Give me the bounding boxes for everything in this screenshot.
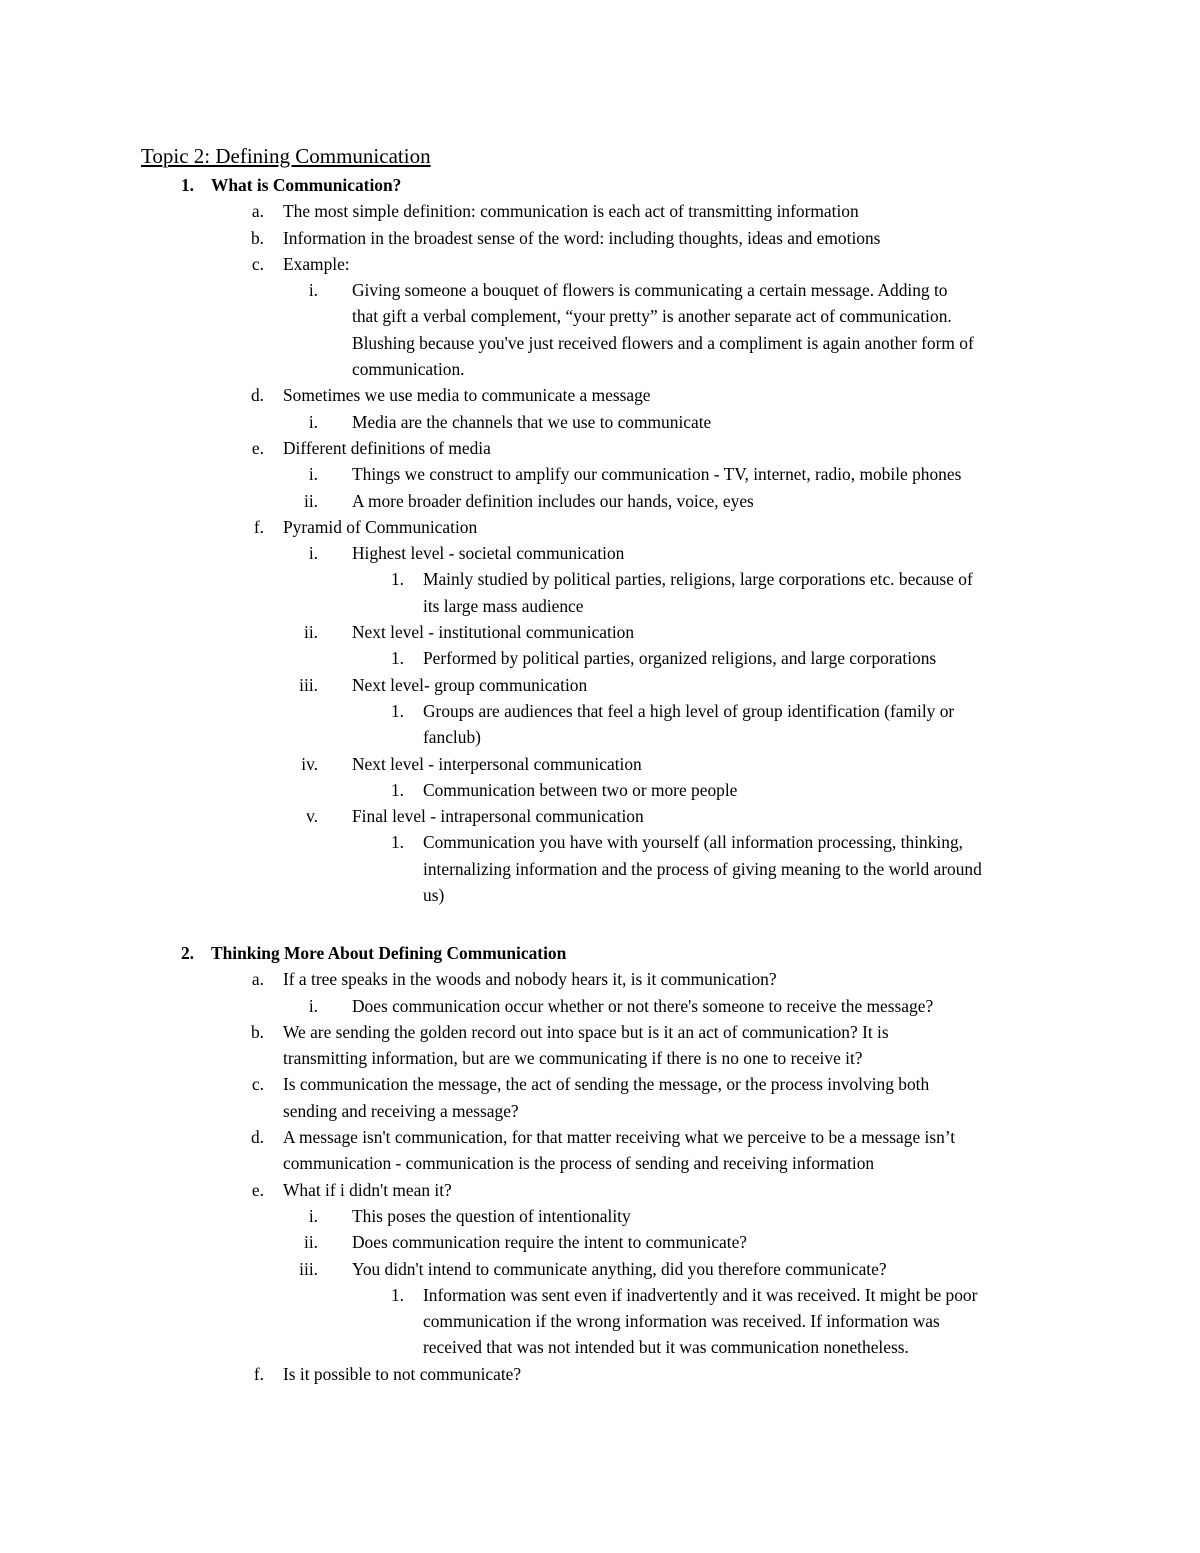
list-item-continuation [0, 356, 1200, 382]
heading-text: Thinking More About Defining Communication [211, 943, 567, 963]
list-item-continuation [0, 1150, 1200, 1176]
list-item [0, 514, 1200, 540]
list-item-continuation [0, 303, 1200, 329]
list-item [0, 698, 1200, 724]
heading-text: What is Communication? [211, 175, 402, 195]
list-item-text: Media are the channels that we use to communicate [352, 411, 712, 432]
list-item-text: Information in the broadest sense of the word: including thoughts, ideas and emotions [283, 227, 881, 248]
list-marker: iii. [299, 1258, 318, 1279]
list-item-text: Sometimes we use media to communicate a message [283, 385, 651, 406]
list-item [0, 1282, 1200, 1308]
list-item [0, 751, 1200, 777]
list-item-text: received that was not intended but it was communication nonetheless. [423, 1337, 909, 1358]
list-item [0, 1361, 1200, 1387]
list-item [0, 1019, 1200, 1045]
section-heading [0, 172, 1200, 198]
list-marker: ii. [303, 622, 318, 643]
list-item [0, 777, 1200, 803]
list-item-text: Does communication occur whether or not there's someone to receive the message? [352, 995, 934, 1016]
list-item [0, 829, 1200, 855]
list-item-continuation [0, 1045, 1200, 1071]
list-item-continuation [0, 1334, 1200, 1360]
list-item-text: Different definitions of media [283, 437, 491, 458]
list-item-text: Giving someone a bouquet of flowers is communicating a certain message. Adding to [352, 280, 948, 301]
list-item [0, 409, 1200, 435]
list-item-text: transmitting information, but are we communicating if there is no one to receive it? [283, 1048, 863, 1069]
list-marker: a. [251, 201, 264, 222]
list-marker: 1. [390, 569, 404, 590]
list-item [0, 251, 1200, 277]
list-item-continuation [0, 593, 1200, 619]
list-item-text: Final level - intrapersonal communication [352, 806, 644, 827]
list-item-text: Is communication the message, the act of sending the message, or the process involving both [283, 1074, 930, 1095]
list-item-text: internalizing information and the process of giving meaning to the world around [423, 858, 982, 879]
list-item [0, 198, 1200, 224]
list-marker: 1. [390, 700, 404, 721]
list-item-text: fanclub) [423, 727, 481, 748]
list-item-text: Things we construct to amplify our communication - TV, internet, radio, mobile phones [352, 464, 962, 485]
list-item-text: What if i didn't mean it? [283, 1179, 452, 1200]
list-item [0, 1124, 1200, 1150]
list-item [0, 1177, 1200, 1203]
list-marker: 1. [390, 832, 404, 853]
list-marker: e. [251, 1179, 264, 1200]
list-item-text: The most simple definition: communication is each act of transmitting information [283, 201, 859, 222]
list-marker: ii. [303, 1232, 318, 1253]
list-marker: f. [253, 1363, 264, 1384]
list-item [0, 1256, 1200, 1282]
list-item-text: its large mass audience [423, 595, 584, 616]
list-item-text: sending and receiving a message? [283, 1100, 519, 1121]
list-item-text: Example: [283, 253, 350, 274]
list-item-text: This poses the question of intentionality [352, 1205, 631, 1226]
list-item-text: Communication between two or more people [423, 779, 738, 800]
list-marker: a. [251, 969, 264, 990]
list-item-text: We are sending the golden record out into space but is it an act of communication? It is [283, 1021, 889, 1042]
list-item-text: Groups are audiences that feel a high level of group identification (family or [423, 700, 955, 721]
list-item-text: communication - communication is the process of sending and receiving information [283, 1153, 875, 1174]
list-marker: ii. [303, 490, 318, 511]
list-item [0, 966, 1200, 992]
list-marker: f. [253, 516, 264, 537]
list-item [0, 619, 1200, 645]
list-item [0, 645, 1200, 671]
list-marker: 1. [390, 648, 404, 669]
list-item-text: communication. [352, 359, 465, 380]
list-marker: c. [251, 253, 264, 274]
list-marker: 2. [180, 943, 194, 963]
list-marker: v. [306, 806, 318, 827]
list-item [0, 435, 1200, 461]
list-item-text: Next level - interpersonal communication [352, 753, 642, 774]
list-item-text: Communication you have with yourself (all information processing, thinking, [423, 832, 963, 853]
section-what-is-communication [0, 172, 1200, 908]
list-item-continuation [0, 330, 1200, 356]
list-item [0, 993, 1200, 1019]
list-item [0, 277, 1200, 303]
list-item-text: Is it possible to not communicate? [283, 1363, 522, 1384]
list-item-text: Performed by political parties, organized religions, and large corporations [423, 648, 937, 669]
list-item-text: Next level - institutional communication [352, 622, 635, 643]
list-item-text: us) [423, 885, 445, 906]
list-marker: 1. [180, 175, 194, 195]
list-item [0, 382, 1200, 408]
list-item-text: communication if the wrong information was received. If information was [423, 1311, 940, 1332]
list-item [0, 1229, 1200, 1255]
list-item [0, 803, 1200, 829]
list-marker: i. [308, 1205, 318, 1226]
list-item-text: If a tree speaks in the woods and nobody hears it, is it communication? [283, 969, 777, 990]
list-item-text: You didn't intend to communicate anything, did you therefore communicate? [352, 1258, 887, 1279]
list-marker: iv. [301, 753, 318, 774]
list-item-continuation [0, 882, 1200, 908]
list-marker: e. [251, 437, 264, 458]
list-item-text: Mainly studied by political parties, religions, large corporations etc. because of [423, 569, 973, 590]
list-marker: d. [250, 385, 264, 406]
list-item [0, 540, 1200, 566]
list-item [0, 1071, 1200, 1097]
list-item [0, 1203, 1200, 1229]
list-marker: 1. [390, 1284, 404, 1305]
list-marker: i. [308, 995, 318, 1016]
list-marker: b. [250, 227, 264, 248]
list-marker: iii. [299, 674, 318, 695]
section-thinking-more [0, 940, 1200, 1387]
list-marker: i. [308, 411, 318, 432]
list-item [0, 488, 1200, 514]
list-item-continuation [0, 1308, 1200, 1334]
list-item [0, 566, 1200, 592]
list-marker: b. [250, 1021, 264, 1042]
list-item-text: Does communication require the intent to communicate? [352, 1232, 748, 1253]
list-item-text: Next level- group communication [352, 674, 588, 695]
list-item-text: Pyramid of Communication [283, 516, 478, 537]
list-marker: i. [308, 543, 318, 564]
list-marker: 1. [390, 779, 404, 800]
list-item-text: Information was sent even if inadvertently and it was received. It might be poor [423, 1284, 978, 1305]
list-item-text: A message isn't communication, for that matter receiving what we perceive to be a message isn’t [283, 1127, 956, 1148]
list-marker: i. [308, 280, 318, 301]
list-marker: d. [250, 1127, 264, 1148]
list-item-text: Blushing because you've just received flowers and a compliment is again another form of [352, 332, 974, 353]
list-marker: c. [251, 1074, 264, 1095]
section-heading [0, 940, 1200, 966]
list-item [0, 225, 1200, 251]
list-item-continuation [0, 856, 1200, 882]
list-item-continuation [0, 1098, 1200, 1124]
list-item [0, 461, 1200, 487]
list-item-text: Highest level - societal communication [352, 543, 625, 564]
list-item-continuation [0, 724, 1200, 750]
list-item [0, 672, 1200, 698]
list-item-text: that gift a verbal complement, “your pretty” is another separate act of communication. [352, 306, 952, 327]
page-title: Topic 2: Defining Communication [141, 144, 431, 168]
list-item-text: A more broader definition includes our hands, voice, eyes [352, 490, 754, 511]
list-marker: i. [308, 464, 318, 485]
